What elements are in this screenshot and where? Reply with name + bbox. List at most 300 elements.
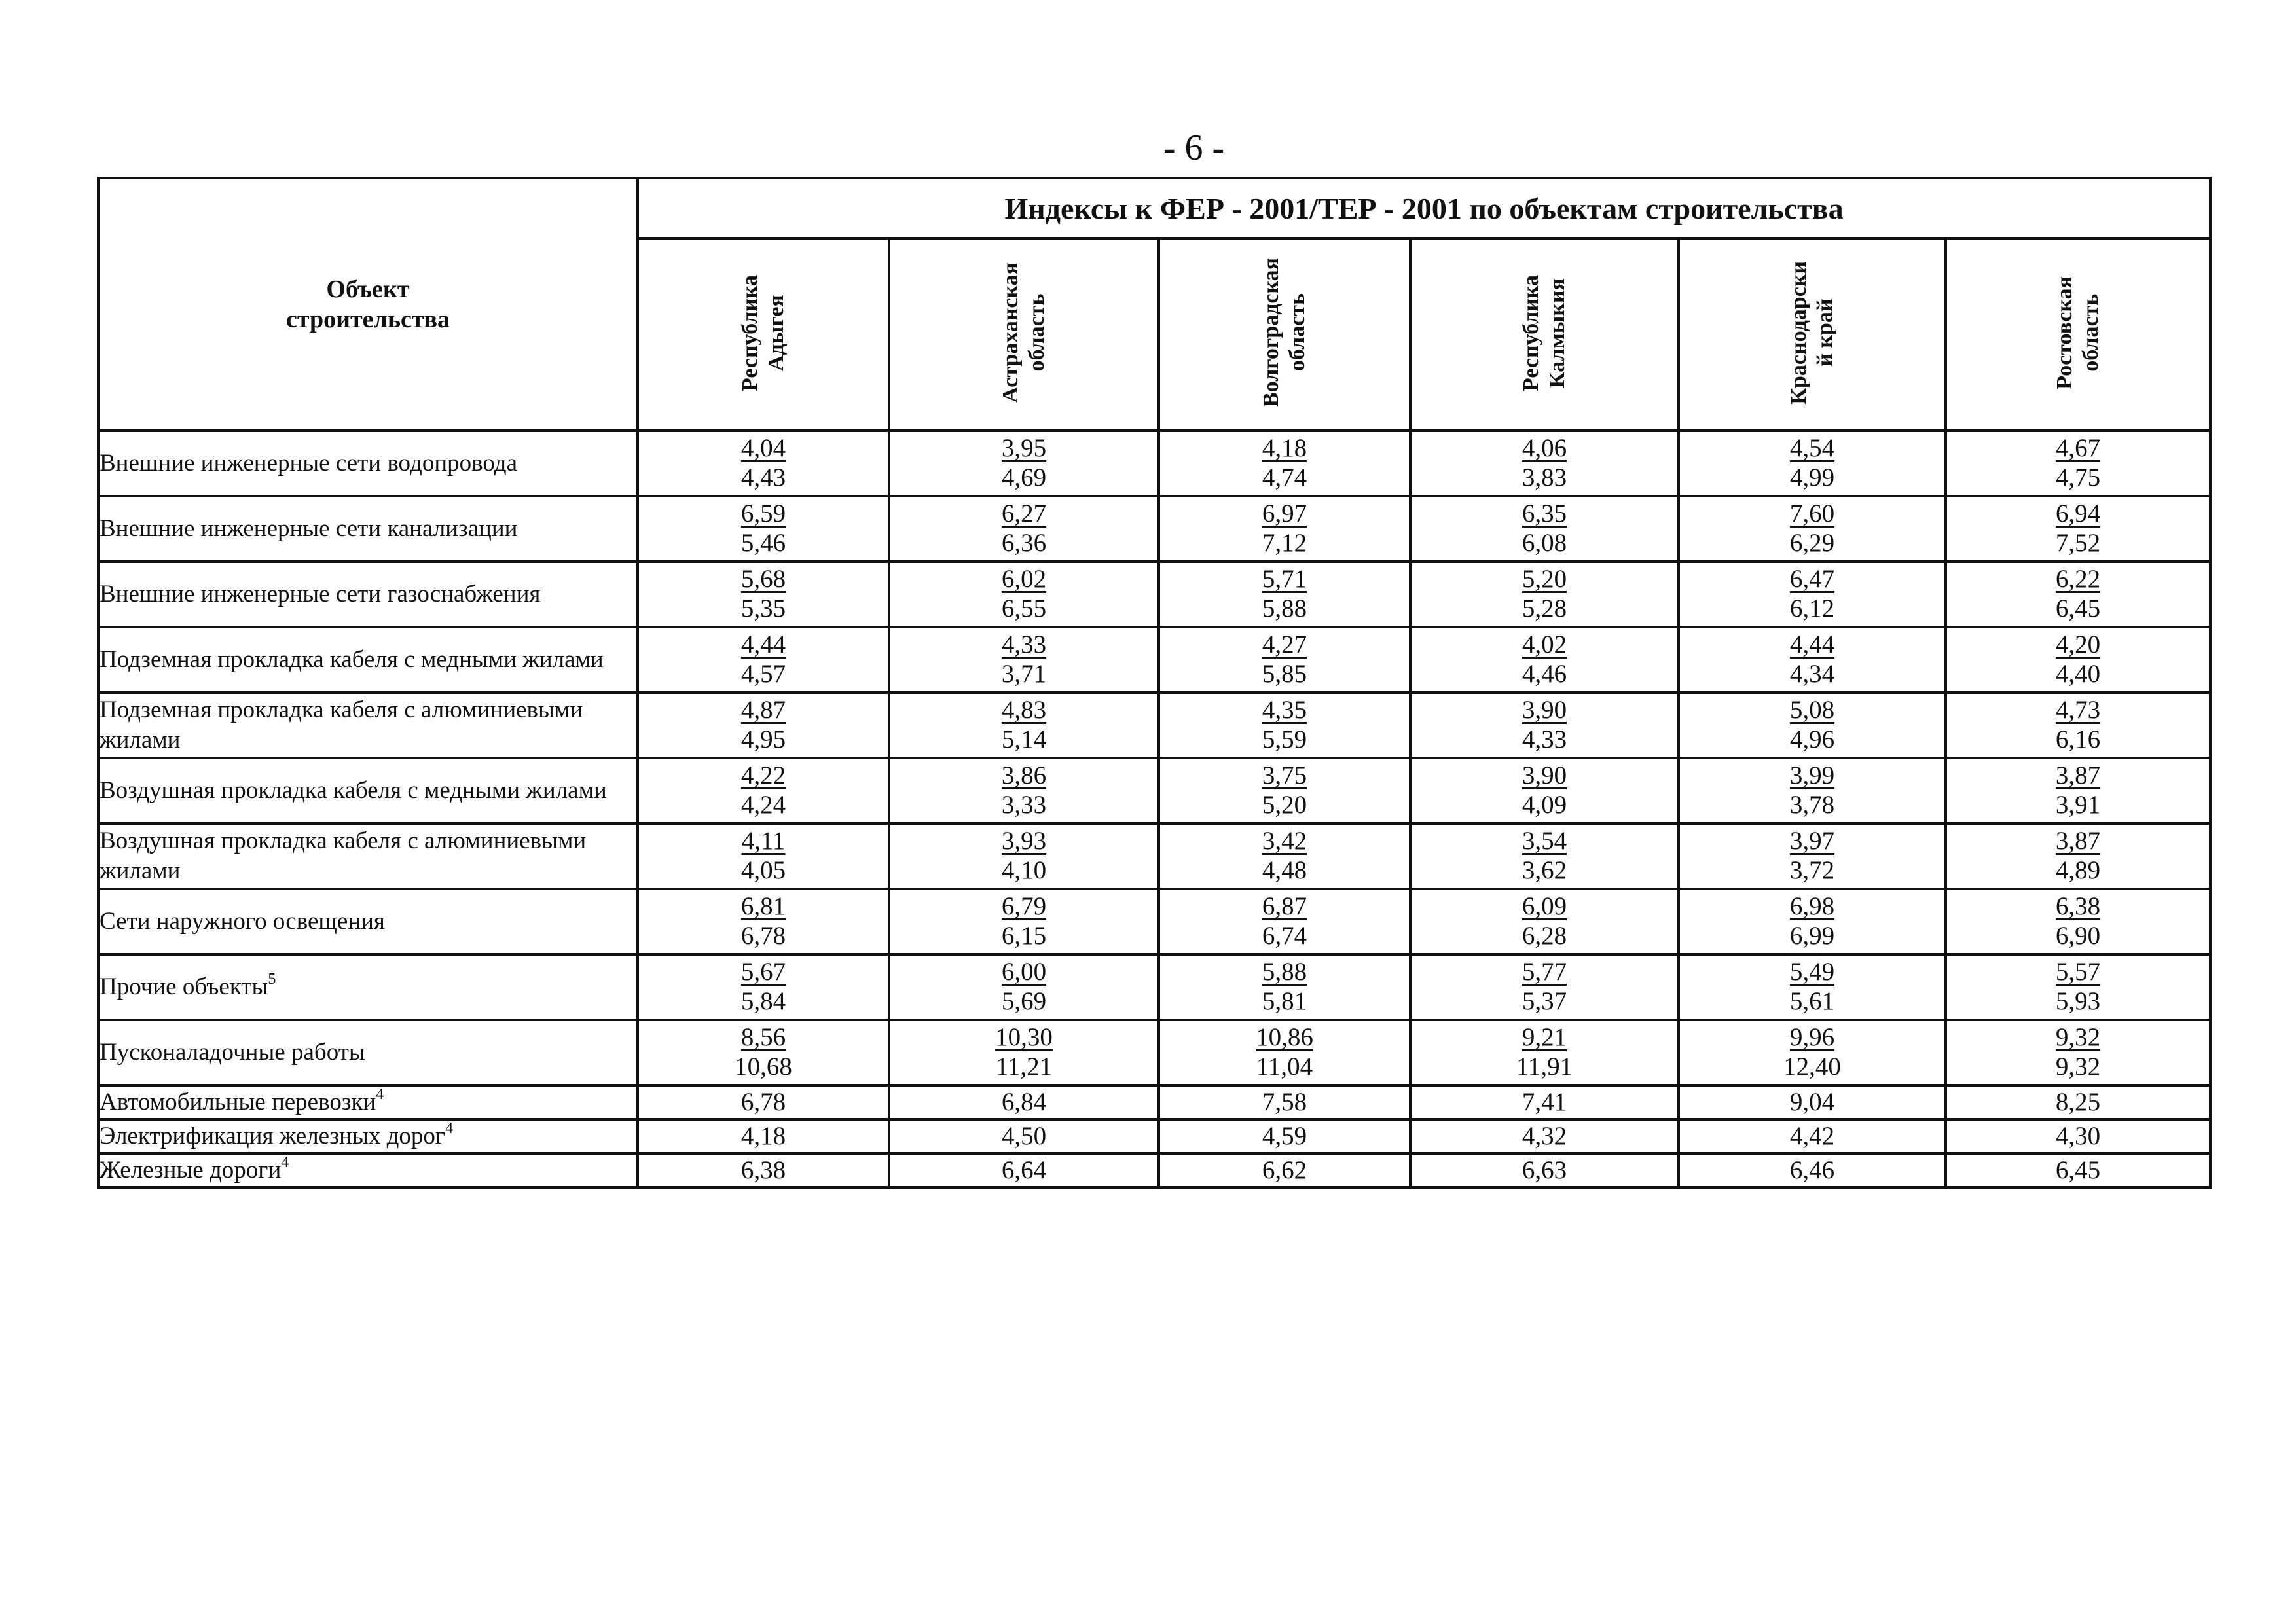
value-bottom: 6,74: [1262, 922, 1307, 950]
value-top-wrap: [890, 696, 1157, 725]
value-single: 4,32: [1522, 1122, 1567, 1150]
row-name: Воздушная прокладка кабеля с медными жилами: [100, 777, 607, 804]
value-cell: [638, 562, 889, 627]
value-top-wrap: [890, 761, 1157, 790]
value-top-wrap: [1680, 827, 1944, 856]
value-top: 7,60: [1789, 499, 1835, 528]
value-cell: [889, 1119, 1159, 1153]
value-bottom: 5,46: [740, 529, 786, 557]
row-name: Пусконаладочные работы: [100, 1039, 365, 1066]
row-name-cell: [98, 562, 638, 627]
value-bottom: 4,75: [2055, 463, 2101, 492]
value-bottom: 5,81: [1262, 987, 1307, 1015]
value-bottom: 4,96: [1789, 725, 1835, 753]
value-top-wrap: [890, 892, 1157, 921]
value-top: 3,95: [1001, 434, 1047, 462]
value-cell: [1946, 693, 2210, 758]
value-bottom: 6,78: [740, 922, 786, 950]
value-cell: [889, 1153, 1159, 1187]
value-top-wrap: [1412, 499, 1677, 528]
value-top-wrap: [890, 434, 1157, 463]
value-cell: [638, 823, 889, 889]
value-top-wrap: [890, 565, 1157, 594]
value-cell: [1410, 562, 1679, 627]
value-top: 5,57: [2055, 958, 2101, 986]
indices-title: Индексы к ФЕР - 2001/ТЕР - 2001 по объектам строительства: [638, 178, 2210, 238]
value-single: 9,04: [1789, 1088, 1835, 1116]
value-bottom: 3,62: [1522, 856, 1567, 884]
value-top: 4,54: [1789, 434, 1835, 462]
value-cell: [1410, 1153, 1679, 1187]
value-top: 9,21: [1522, 1023, 1567, 1051]
value-top: 4,02: [1522, 630, 1567, 659]
value-top-wrap: [1680, 565, 1944, 594]
value-bottom: 4,40: [2055, 660, 2101, 688]
value-cell: [1679, 954, 1946, 1020]
value-cell: [1410, 1020, 1679, 1085]
value-top-wrap: [1680, 630, 1944, 659]
value-cell: [1159, 954, 1410, 1020]
value-cell: [1159, 627, 1410, 693]
value-top: 4,20: [2055, 630, 2101, 659]
value-cell: [1946, 562, 2210, 627]
row-name-cell: [98, 823, 638, 889]
value-top-wrap: [639, 761, 888, 790]
value-top-wrap: [1412, 434, 1677, 463]
value-cell: [1679, 496, 1946, 562]
value-top: 5,71: [1262, 565, 1307, 593]
value-top: 3,42: [1262, 827, 1307, 855]
value-bottom: 5,85: [1262, 660, 1307, 688]
value-top: 6,02: [1001, 565, 1047, 593]
value-cell: [638, 954, 889, 1020]
value-bottom: 6,28: [1522, 922, 1567, 950]
value-top-wrap: [1412, 892, 1677, 921]
value-top-wrap: [1412, 630, 1677, 659]
value-cell: [1679, 562, 1946, 627]
value-top-wrap: [1680, 761, 1944, 790]
row-name-cell: [98, 1085, 638, 1119]
value-cell: [1679, 1153, 1946, 1187]
value-cell: [1159, 758, 1410, 823]
table-row: [98, 954, 2210, 1020]
value-bottom: 4,46: [1522, 660, 1567, 688]
value-cell: [1410, 627, 1679, 693]
value-cell: [889, 496, 1159, 562]
value-cell: [1679, 823, 1946, 889]
row-name-cell: [98, 1020, 638, 1085]
value-bottom: 10,68: [735, 1053, 792, 1081]
value-cell: [638, 431, 889, 496]
value-bottom: 7,12: [1262, 529, 1307, 557]
value-top: 3,97: [1789, 827, 1835, 855]
value-top-wrap: [1160, 892, 1409, 921]
value-bottom: 11,21: [995, 1053, 1053, 1081]
row-name: Сети наружного освещения: [100, 908, 385, 935]
value-top: 4,67: [2055, 434, 2101, 462]
value-cell: [1679, 431, 1946, 496]
value-top-wrap: [1680, 1023, 1944, 1052]
row-name-cell: [98, 889, 638, 954]
value-bottom: 4,74: [1262, 463, 1307, 492]
value-top-wrap: [1947, 958, 2209, 986]
region-label: Ростовская область: [2052, 276, 2104, 389]
value-top: 4,22: [740, 761, 786, 789]
table-row: [98, 496, 2210, 562]
table-row: [98, 1085, 2210, 1119]
value-bottom: 4,89: [2055, 856, 2101, 884]
region-label: Краснодарски й край: [1787, 261, 1837, 405]
row-name: Внешние инженерные сети канализации: [100, 515, 518, 542]
value-cell: [1946, 627, 2210, 693]
region-header: [1410, 238, 1679, 431]
value-top-wrap: [1947, 892, 2209, 921]
row-name: Внешние инженерные сети газоснабжения: [100, 581, 541, 607]
value-top: 6,81: [740, 892, 786, 920]
value-top-wrap: [1412, 696, 1677, 725]
value-top: 6,38: [2055, 892, 2101, 920]
value-top: 4,18: [1262, 434, 1307, 462]
table-row: [98, 562, 2210, 627]
value-top-wrap: [1160, 958, 1409, 986]
region-label: Волгоградская область: [1259, 258, 1309, 408]
value-cell: [1410, 1119, 1679, 1153]
row-name-cell: [98, 954, 638, 1020]
value-top-wrap: [1947, 630, 2209, 659]
value-top-wrap: [1160, 827, 1409, 856]
value-top-wrap: [1947, 761, 2209, 790]
value-cell: [638, 1085, 889, 1119]
value-top: 10,86: [1256, 1023, 1313, 1051]
value-top: 5,68: [740, 565, 786, 593]
value-cell: [1410, 1085, 1679, 1119]
value-bottom: 4,34: [1789, 660, 1835, 688]
value-top: 6,09: [1522, 892, 1567, 920]
table-body: [98, 431, 2210, 1187]
value-cell: [1946, 1020, 2210, 1085]
value-bottom: 5,35: [740, 594, 786, 623]
value-single: 6,62: [1262, 1156, 1307, 1184]
value-top-wrap: [890, 827, 1157, 856]
value-top-wrap: [1680, 892, 1944, 921]
value-top: 3,90: [1522, 696, 1567, 724]
value-top-wrap: [1412, 565, 1677, 594]
indices-table: [97, 177, 2212, 1189]
table-row: [98, 693, 2210, 758]
value-cell: [638, 758, 889, 823]
value-top-wrap: [1160, 434, 1409, 463]
value-cell: [1410, 758, 1679, 823]
value-bottom: 5,28: [1522, 594, 1567, 623]
value-bottom: 4,05: [740, 856, 786, 884]
value-top-wrap: [1412, 1023, 1677, 1052]
value-bottom: 6,55: [1001, 594, 1047, 623]
row-name: Подземная прокладка кабеля с алюминиевыми жилами: [100, 696, 583, 753]
value-top: 5,88: [1262, 958, 1307, 986]
value-top: 6,59: [740, 499, 786, 528]
table-row: [98, 889, 2210, 954]
value-cell: [889, 758, 1159, 823]
value-top: 9,96: [1789, 1023, 1835, 1051]
value-top-wrap: [1947, 827, 2209, 856]
value-cell: [889, 1020, 1159, 1085]
value-cell: [889, 431, 1159, 496]
value-bottom: 5,20: [1262, 791, 1307, 819]
value-bottom: 4,10: [1001, 856, 1047, 884]
value-top-wrap: [1947, 434, 2209, 463]
table-row: [98, 1119, 2210, 1153]
value-top: 3,87: [2055, 761, 2101, 789]
value-cell: [1946, 1153, 2210, 1187]
value-bottom: 3,71: [1001, 660, 1047, 688]
value-top-wrap: [890, 630, 1157, 659]
value-top-wrap: [1680, 434, 1944, 463]
value-single: 6,64: [1001, 1156, 1047, 1184]
value-single: 4,18: [740, 1122, 786, 1150]
value-cell: [638, 627, 889, 693]
value-bottom: 11,91: [1516, 1053, 1573, 1081]
value-top: 4,04: [740, 434, 786, 462]
value-cell: [889, 562, 1159, 627]
value-single: 6,46: [1789, 1156, 1835, 1184]
value-top-wrap: [890, 958, 1157, 986]
value-single: 6,45: [2055, 1156, 2101, 1184]
value-top-wrap: [1412, 958, 1677, 986]
value-cell: [1679, 1119, 1946, 1153]
value-top: 8,56: [740, 1023, 786, 1051]
value-bottom: 5,14: [1001, 725, 1047, 753]
value-bottom: 6,12: [1789, 594, 1835, 623]
value-cell: [1679, 889, 1946, 954]
value-bottom: 4,57: [740, 660, 786, 688]
row-name: Электрификация железных дорог: [100, 1123, 446, 1149]
value-bottom: 4,95: [740, 725, 786, 753]
value-bottom: 12,40: [1783, 1053, 1841, 1081]
value-top: 3,87: [2055, 827, 2101, 855]
value-cell: [638, 693, 889, 758]
value-top: 6,00: [1001, 958, 1047, 986]
value-bottom: 4,33: [1522, 725, 1567, 753]
value-cell: [1410, 954, 1679, 1020]
region-header: [638, 238, 889, 431]
value-cell: [1679, 758, 1946, 823]
value-top-wrap: [1412, 827, 1677, 856]
value-bottom: 3,78: [1789, 791, 1835, 819]
value-top-wrap: [1160, 696, 1409, 725]
row-name: Прочие объекты: [100, 973, 268, 1000]
value-top: 6,22: [2055, 565, 2101, 593]
value-bottom: 6,36: [1001, 529, 1047, 557]
table-row: [98, 758, 2210, 823]
value-bottom: 5,37: [1522, 987, 1567, 1015]
value-cell: [1159, 431, 1410, 496]
value-cell: [889, 693, 1159, 758]
value-cell: [638, 1153, 889, 1187]
value-cell: [1159, 1153, 1410, 1187]
value-top: 4,35: [1262, 696, 1307, 724]
value-top-wrap: [1947, 1023, 2209, 1052]
value-cell: [1159, 693, 1410, 758]
value-top: 4,73: [2055, 696, 2101, 724]
row-name-cell: [98, 627, 638, 693]
row-name-cell: [98, 496, 638, 562]
value-bottom: 11,04: [1256, 1053, 1313, 1081]
value-top-wrap: [1160, 761, 1409, 790]
value-top: 4,44: [1789, 630, 1835, 659]
value-top: 3,86: [1001, 761, 1047, 789]
value-top: 4,33: [1001, 630, 1047, 659]
value-top: 6,79: [1001, 892, 1047, 920]
value-top: 3,75: [1262, 761, 1307, 789]
value-single: 4,30: [2055, 1122, 2101, 1150]
table-row: [98, 1153, 2210, 1187]
region-label: Республика Адыгея: [738, 274, 788, 391]
value-cell: [1946, 1085, 2210, 1119]
value-cell: [638, 889, 889, 954]
value-top-wrap: [890, 499, 1157, 528]
value-top: 6,87: [1262, 892, 1307, 920]
value-cell: [1679, 627, 1946, 693]
value-cell: [889, 889, 1159, 954]
region-header: [889, 238, 1159, 431]
value-top: 6,47: [1789, 565, 1835, 593]
region-header: [1946, 238, 2210, 431]
row-name-cell: [98, 693, 638, 758]
value-cell: [1410, 889, 1679, 954]
value-bottom: 7,52: [2055, 529, 2101, 557]
table-row: [98, 431, 2210, 496]
value-top: 3,99: [1789, 761, 1835, 789]
value-bottom: 6,45: [2055, 594, 2101, 623]
value-bottom: 5,59: [1262, 725, 1307, 753]
value-top: 4,11: [741, 827, 786, 855]
value-top-wrap: [1680, 958, 1944, 986]
value-top: 5,08: [1789, 696, 1835, 724]
value-top-wrap: [1947, 696, 2209, 725]
value-cell: [1679, 693, 1946, 758]
value-top: 3,54: [1522, 827, 1567, 855]
region-header: [1679, 238, 1946, 431]
value-bottom: 4,48: [1262, 856, 1307, 884]
value-cell: [1679, 1085, 1946, 1119]
value-cell: [1159, 1085, 1410, 1119]
table-row: [98, 627, 2210, 693]
value-cell: [1159, 823, 1410, 889]
value-cell: [1946, 1119, 2210, 1153]
value-top-wrap: [1160, 565, 1409, 594]
value-bottom: 5,69: [1001, 987, 1047, 1015]
value-bottom: 4,24: [740, 791, 786, 819]
value-cell: [1946, 758, 2210, 823]
value-cell: [1159, 889, 1410, 954]
value-top-wrap: [1947, 499, 2209, 528]
value-top: 5,20: [1522, 565, 1567, 593]
value-top-wrap: [890, 1023, 1157, 1052]
value-bottom: 9,32: [2055, 1053, 2101, 1081]
value-top-wrap: [639, 958, 888, 986]
value-top-wrap: [639, 630, 888, 659]
value-cell: [889, 1085, 1159, 1119]
value-top-wrap: [1160, 1023, 1409, 1052]
value-single: 6,78: [740, 1088, 786, 1116]
row-name-cell: [98, 431, 638, 496]
value-top: 4,44: [740, 630, 786, 659]
value-top: 5,67: [740, 958, 786, 986]
value-bottom: 5,61: [1789, 987, 1835, 1015]
value-cell: [1159, 1020, 1410, 1085]
page-number: - 6 -: [1163, 128, 1225, 168]
value-top: 5,49: [1789, 958, 1835, 986]
value-top: 3,93: [1001, 827, 1047, 855]
value-cell: [638, 1119, 889, 1153]
value-bottom: 4,09: [1522, 791, 1567, 819]
row-name-cell: [98, 1153, 638, 1187]
value-cell: [1410, 693, 1679, 758]
value-cell: [1946, 431, 2210, 496]
value-top: 6,97: [1262, 499, 1307, 528]
value-cell: [889, 823, 1159, 889]
value-top-wrap: [1680, 696, 1944, 725]
row-name: Воздушная прокладка кабеля с алюминиевыми жилами: [100, 827, 587, 884]
value-bottom: 6,29: [1789, 529, 1835, 557]
row-name: Подземная прокладка кабеля с медными жилами: [100, 646, 604, 673]
value-top-wrap: [1160, 499, 1409, 528]
value-cell: [1159, 562, 1410, 627]
value-bottom: 3,91: [2055, 791, 2101, 819]
value-top: 6,98: [1789, 892, 1835, 920]
region-header: [1159, 238, 1410, 431]
row-name: Автомобильные перевозки: [100, 1089, 376, 1115]
value-cell: [889, 954, 1159, 1020]
value-top: 4,83: [1001, 696, 1047, 724]
value-bottom: 4,99: [1789, 463, 1835, 492]
footnote-marker: 5: [268, 971, 276, 988]
row-name: Железные дороги: [100, 1157, 282, 1183]
value-single: 4,59: [1262, 1122, 1307, 1150]
object-column-label: Объект строительства: [285, 276, 450, 333]
value-bottom: 6,16: [2055, 725, 2101, 753]
value-bottom: 5,88: [1262, 594, 1307, 623]
value-cell: [638, 1020, 889, 1085]
value-top: 9,32: [2055, 1023, 2101, 1051]
footnote-marker: 4: [281, 1154, 289, 1171]
value-top-wrap: [639, 1023, 888, 1052]
value-top-wrap: [639, 892, 888, 921]
value-cell: [1679, 1020, 1946, 1085]
value-top-wrap: [639, 696, 888, 725]
footnote-marker: 4: [376, 1086, 384, 1103]
value-cell: [1159, 496, 1410, 562]
value-cell: [1410, 431, 1679, 496]
value-top-wrap: [1160, 630, 1409, 659]
value-cell: [1410, 823, 1679, 889]
value-top: 6,35: [1522, 499, 1567, 528]
value-single: 6,84: [1001, 1088, 1047, 1116]
value-top: 6,27: [1001, 499, 1047, 528]
value-bottom: 6,90: [2055, 922, 2101, 950]
footnote-marker: 4: [445, 1120, 454, 1137]
value-cell: [1410, 496, 1679, 562]
value-bottom: 6,15: [1001, 922, 1047, 950]
value-top: 4,87: [740, 696, 786, 724]
value-cell: [1946, 496, 2210, 562]
value-single: 4,50: [1001, 1122, 1047, 1150]
value-single: 4,42: [1789, 1122, 1835, 1150]
value-top: 5,77: [1522, 958, 1567, 986]
value-single: 6,63: [1522, 1156, 1567, 1184]
value-bottom: 4,69: [1001, 463, 1047, 492]
region-label: Республика Калмыкия: [1519, 274, 1569, 391]
